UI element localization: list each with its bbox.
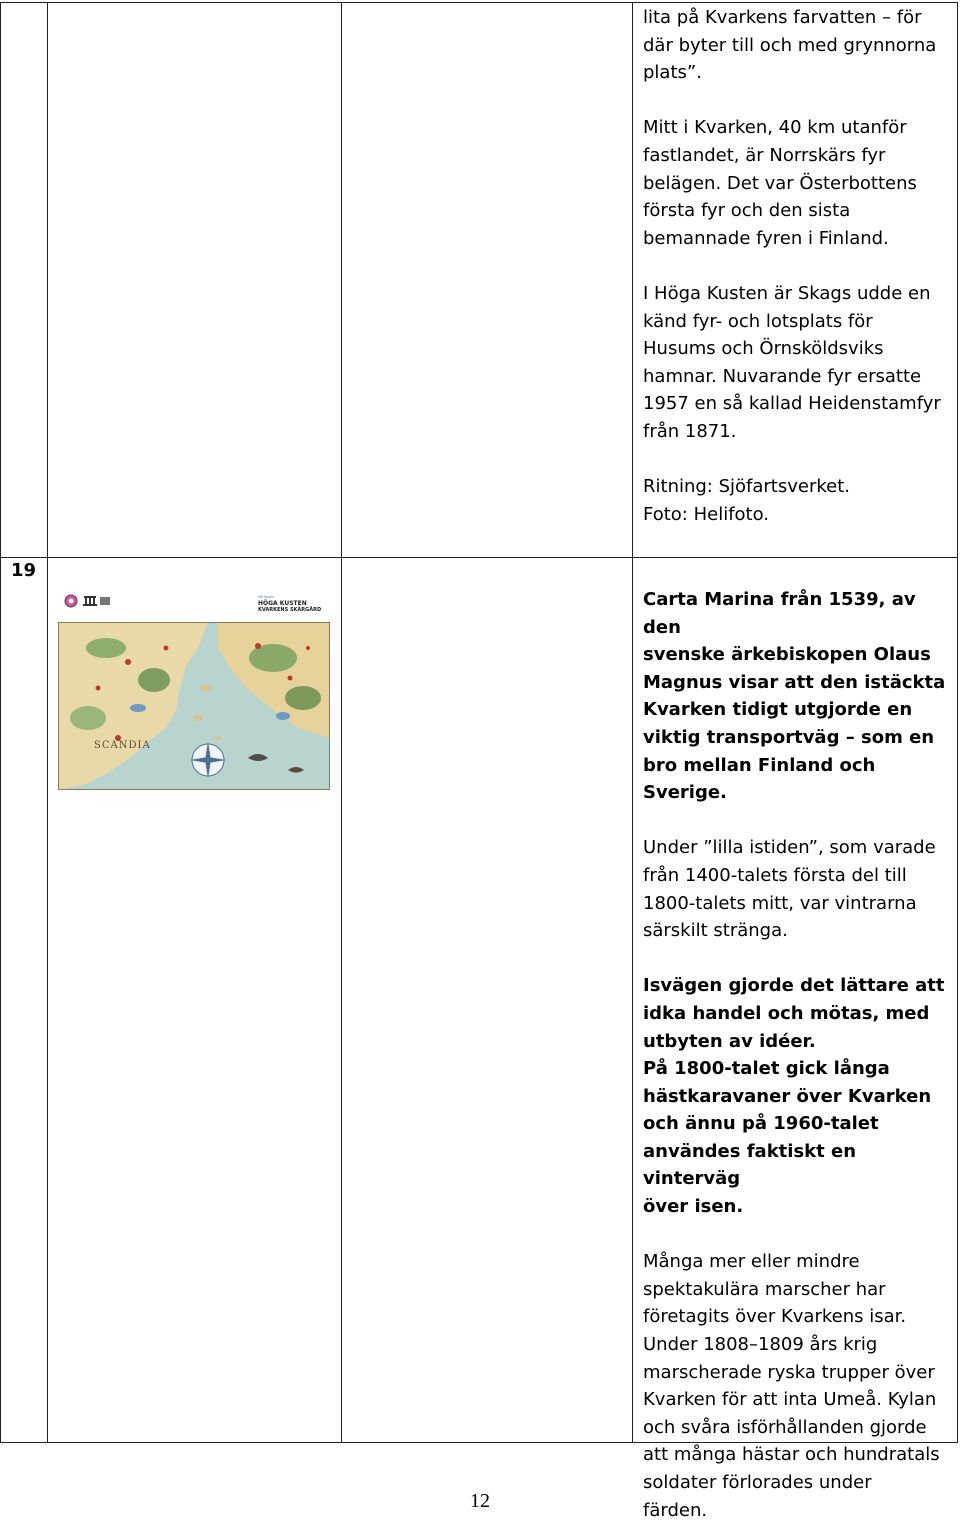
column-divider-3 [632,2,633,1443]
paragraph-lilla-istiden: Under ”lilla istiden”, som varade från 1400-talets första del till 1800-talets mitt, var vintrarna särskilt stränga. [643,837,936,942]
row-divider [0,557,958,558]
paragraph-isvagen: Isvägen gjorde det lättare att idka handel och mötas, med utbyten av idéer. På 1800-talet gick långa hästkaravaner över Kvarken och ännu på 1960-talet användes faktiskt en vinterväg över isen. [643,975,945,1218]
table-right-border [957,2,958,1443]
page-number: 12 [470,1490,490,1512]
column-divider-1 [47,2,48,1443]
paragraph: I Höga Kusten är Skags udde en känd fyr- och lotsplats för Husums och Örnsköldsviks hamnar. Nuvarande fyr ersatte 1957 en så kallad Heidenstamfyr från 1871. [643,282,941,442]
unesco-temple-icon [83,596,97,606]
credits: Ritning: Sjöfartsverket. Foto: Helifoto. [643,476,850,525]
paragraph-marscher: Många mer eller mindre spektakulära marscher har företagits över Kvarkens isar. Under 1808–1809 års krig marscherade ryska trupper över Kvarken för att inta Umeå. Kylan och svåra isförhållanden gjorde att många hästar och hundratals soldater förlorades under färden. [643,1251,940,1521]
map-label: SCANDIA [94,740,151,751]
paragraph: Mitt i Kvarken, 40 km utanför fastlandet, är Norrskärs fyr belägen. Det var Österbottens första fyr och den sista bemannade fyren i Finland. [643,117,917,249]
row-19-text [643,586,948,1524]
carta-marina-image [58,588,330,790]
table-top-border [0,2,958,3]
paragraph: lita på Kvarkens farvatten – för där byter till och med grynnorna plats”. [643,7,937,84]
header-title-2: KVARKENS SKÄRGÅRD [258,607,322,613]
column-divider-2 [341,2,342,1443]
paragraph-carta-marina: Carta Marina från 1539, av den svenske ärkebiskopen Olaus Magnus visar att den istäckta Kvarken tidigt utgjorde en viktig transportväg – som en bro mellan Finland och Sverige. [643,589,946,804]
row-18-text [643,4,948,528]
header-small-text: Världsarv [258,595,275,599]
table-left-border [0,2,1,1443]
header-title-1: HÖGA KUSTEN [258,600,307,607]
row-number: 19 [11,560,37,581]
